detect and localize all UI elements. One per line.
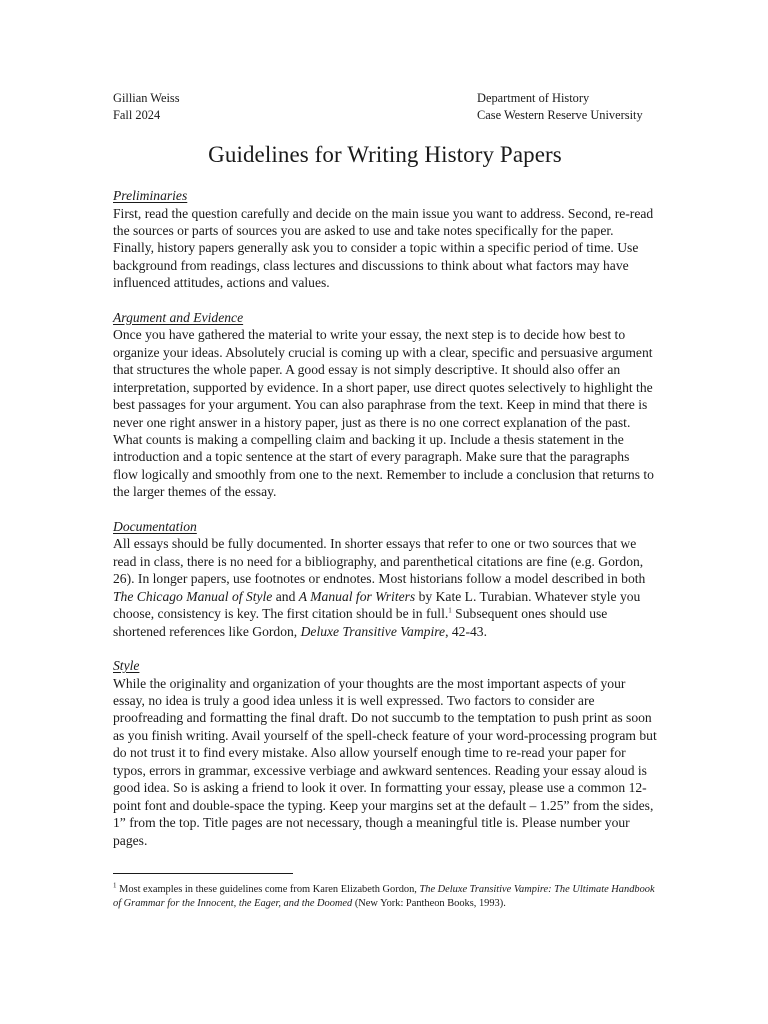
department: Department of History [477,91,590,105]
header-affiliation-block [477,90,657,123]
section-style [113,657,657,849]
body-text: and [272,588,299,604]
book-title-manual-for-writers: A Manual for Writers [298,588,416,604]
book-title-short: Deluxe Transitive Vampire [300,623,446,639]
document-title: Guidelines for Writing History Papers [208,142,562,167]
section-heading: Argument and Evidence [113,309,244,325]
body-text: Subsequent ones should use shortened references like Gordon, [113,606,608,639]
section-body [113,535,657,640]
term: Fall 2024 [113,107,161,122]
book-title-chicago-manual: The Chicago Manual of Style [113,588,273,604]
section-body: While the originality and organization of your thoughts are the most important aspects of your essay, no idea is truly a good idea unless it is well expressed. Two factors to consider are proofreading and formatting the final draft. Do not succumb to the temptation to push print as soon as you finish writing. Avail yourself of the spell-check feature of your word-processing program but do not trust it to find every mistake. Also allow yourself enough time to re-read your paper for typos, errors in grammar, excessive verbiage and awkward sentences. Reading your essay aloud is good idea. So is asking a friend to look it over. In formatting your essay, please use a common 12-point font and double-space the typing. Keep your margins set at the default – 1.25” from the sides, 1” from the top. Title pages are not necessary, though a meaningful title is. Please number your pages. [113,675,657,848]
section-heading: Preliminaries [113,188,188,203]
section-heading: Documentation [113,518,197,534]
footnote-reference[interactable]: 1 [448,606,452,615]
body-text: All essays should be fully documented. In shorter essays that refer to one or two sources that we read in class, there is no need for a bibliography, and parenthetical citations are fine (e.g. Gordon, 26). In longer papers, use footnotes or endnotes. Most historians follow a model described in both [113,536,646,587]
section-preliminaries [113,187,657,292]
body-text: by Kate L. Turabian. Whatever style you choose, consistency is key. The first citation should be in full. [113,588,641,622]
header-author-block [113,90,313,123]
footnote-text: (New York: Pantheon Books, 1993). [352,898,506,910]
document-page [113,90,657,911]
section-body: First, read the question carefully and decide on the main issue you want to address. Second, re-read the sources or parts of sources you are asked to use and take notes specifically for the paper. Finally, history papers generally ask you to consider a topic within a specific period of time. Use background from readings, class lectures and discussions to think about what factors may have influenced attitudes, actions and values. [113,205,654,291]
section-argument-and-evidence [113,309,657,501]
footnote-text: Most examples in these guidelines come from Karen Elizabeth Gordon, [116,884,420,896]
section-documentation [113,518,657,640]
section-body: Once you have gathered the material to write your essay, the next step is to decide how best to organize your ideas. Absolutely crucial is coming up with a clear, specific and persuasive argument that structures the whole paper. A good essay is not simply descriptive. It should also offer an interpretation, supported by evidence. In a short paper, use direct quotes selectively to highlight the best passages for your argument. You can also paraphrase from the text. Keep in mind that there is never one right answer in a history paper, just as there is no one correct explanation of the past. What counts is making a compelling claim and backing it up. Include a thesis statement in the introduction and a topic sentence at the start of every paragraph. Make sure that the paragraphs flow logically and smoothly from one to the next. Remember to include a conclusion that returns to the larger themes of the essay. [113,327,654,500]
footnote [113,883,657,911]
footnote-marker: 1 [113,881,117,890]
footnote-book-title: The Deluxe Transitive Vampire: The Ultimate Handbook of Grammar for the Innocent, the Eager, and the Doomed [113,884,655,910]
university: Case Western Reserve University [477,107,643,122]
footnote-divider [113,873,293,874]
body-text: , 42-43. [445,623,487,639]
section-heading: Style [113,658,140,674]
document-header [113,90,657,123]
author-name: Gillian Weiss [113,91,180,105]
